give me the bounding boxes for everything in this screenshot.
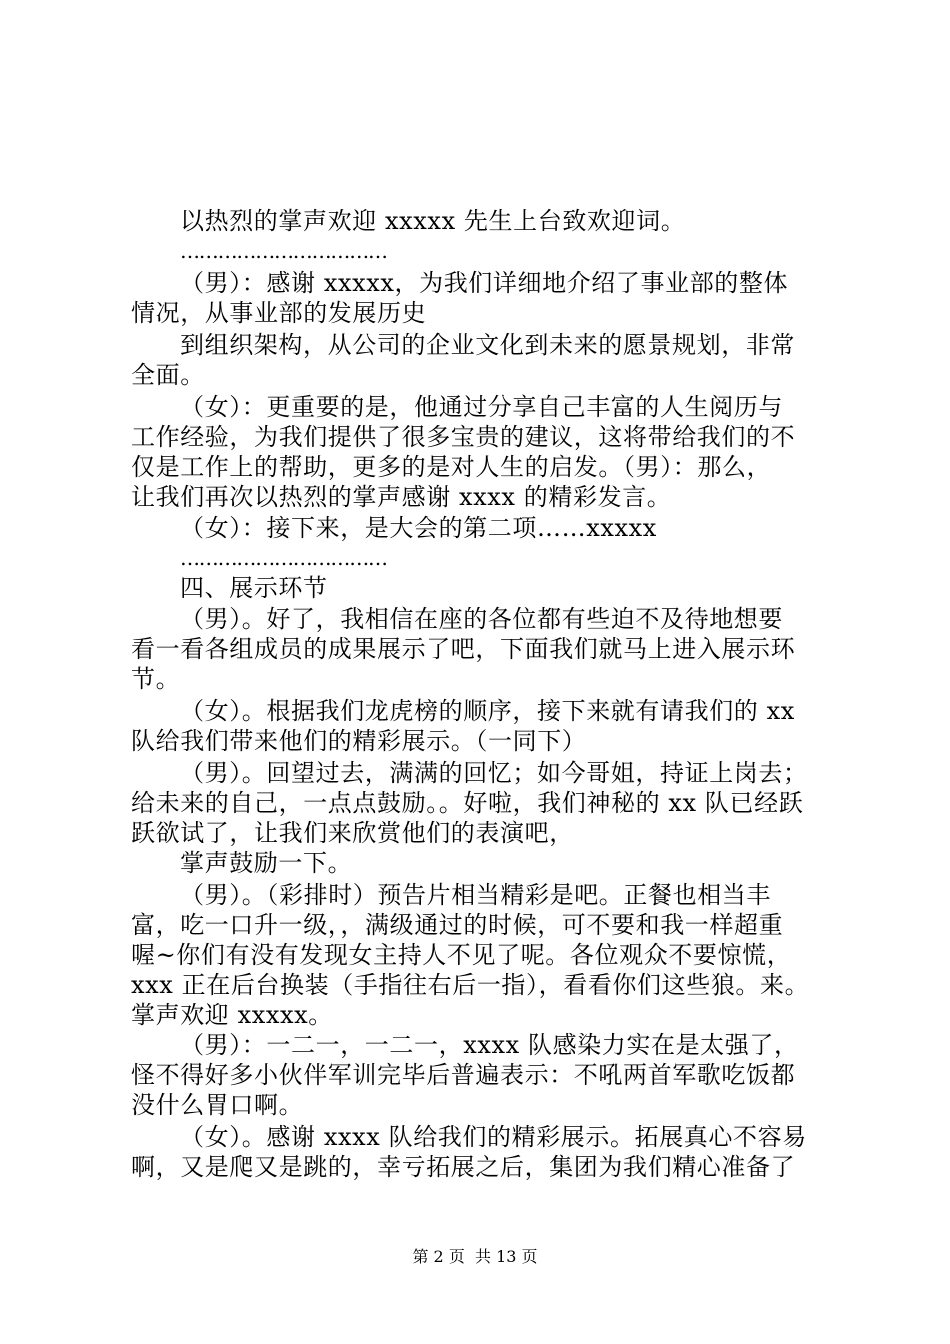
text-line: （男）：一二一，一二一，xxxx 队感染力实在是太强了， <box>180 1031 799 1059</box>
text-line: （男）：感谢 xxxxx，为我们详细地介绍了事业部的整体 <box>180 269 789 297</box>
text-line: 给未来的自己，一点点鼓励。。好啦，我们神秘的 xx 队已经跃 <box>131 789 804 817</box>
text-line: 富，吃一口升一级，，满级通过的时候，可不要和我一样超重 <box>131 911 784 939</box>
text-line: 喔~你们有没有发现女主持人不见了呢。各位观众不要惊慌， <box>131 941 792 969</box>
text-line: 掌声欢迎 xxxxx。 <box>131 1001 333 1029</box>
text-line: 节。 <box>131 665 181 693</box>
section-heading: 四、展示环节 <box>180 574 328 602</box>
text-line: （女）。感谢 xxxx 队给我们的精彩展示。拓展真心不容易 <box>180 1123 807 1151</box>
text-line: 情况，从事业部的发展历史 <box>131 299 427 327</box>
text-line: 仅是工作上的帮助，更多的是对人生的启发。（男）：那么， <box>131 453 772 481</box>
ellipsis-divider: …………………………… <box>180 239 387 263</box>
text-line: 队给我们带来他们的精彩展示。（一同下） <box>131 727 587 755</box>
text-line: 到组织架构，从公司的企业文化到未来的愿景规划，非常 <box>180 331 795 359</box>
text-line: （女）。根据我们龙虎榜的顺序，接下来就有请我们的 xx <box>180 697 795 725</box>
text-line: xxx 正在后台换装（手指往右后一指），看看你们这些狼。来。 <box>131 971 810 999</box>
text-line: 跃欲试了，让我们来欣赏他们的表演吧， <box>131 819 574 847</box>
text-line: 没什么胃口啊。 <box>131 1091 304 1119</box>
text-line: 看一看各组成员的成果展示了吧，下面我们就马上进入展示环 <box>131 635 796 663</box>
text-line: （女）：更重要的是，他通过分享自己丰富的人生阅历与 <box>180 393 783 421</box>
text-line: 怪不得好多小伙伴军训完毕后普遍表示：不吼两首军歌吃饭都 <box>131 1061 796 1089</box>
text-line: 工作经验，为我们提供了很多宝贵的建议，这将带给我们的不 <box>131 423 796 451</box>
text-line: 掌声鼓励一下。 <box>180 849 353 877</box>
text-line: 啊，又是爬又是跳的，幸亏拓展之后，集团为我们精心准备了 <box>131 1153 796 1181</box>
text-line: （男）。好了，我相信在座的各位都有些迫不及待地想要 <box>180 605 783 633</box>
text-line: （男）。回望过去，满满的回忆；如今哥姐，持证上岗去； <box>180 759 808 787</box>
text-line: 全面。 <box>131 361 205 389</box>
text-line: （男）。（彩排时）预告片相当精彩是吧。正餐也相当丰 <box>180 881 771 909</box>
text-line: （女）：接下来，是大会的第二项……xxxxx <box>180 514 657 542</box>
ellipsis-divider: …………………………… <box>180 546 387 570</box>
text-line: 以热烈的掌声欢迎 xxxxx 先生上台致欢迎词。 <box>180 207 686 235</box>
page-footer: 第 2 页 共 13 页 <box>412 1247 538 1266</box>
text-line: 让我们再次以热烈的掌声感谢 xxxx 的精彩发言。 <box>131 483 672 511</box>
